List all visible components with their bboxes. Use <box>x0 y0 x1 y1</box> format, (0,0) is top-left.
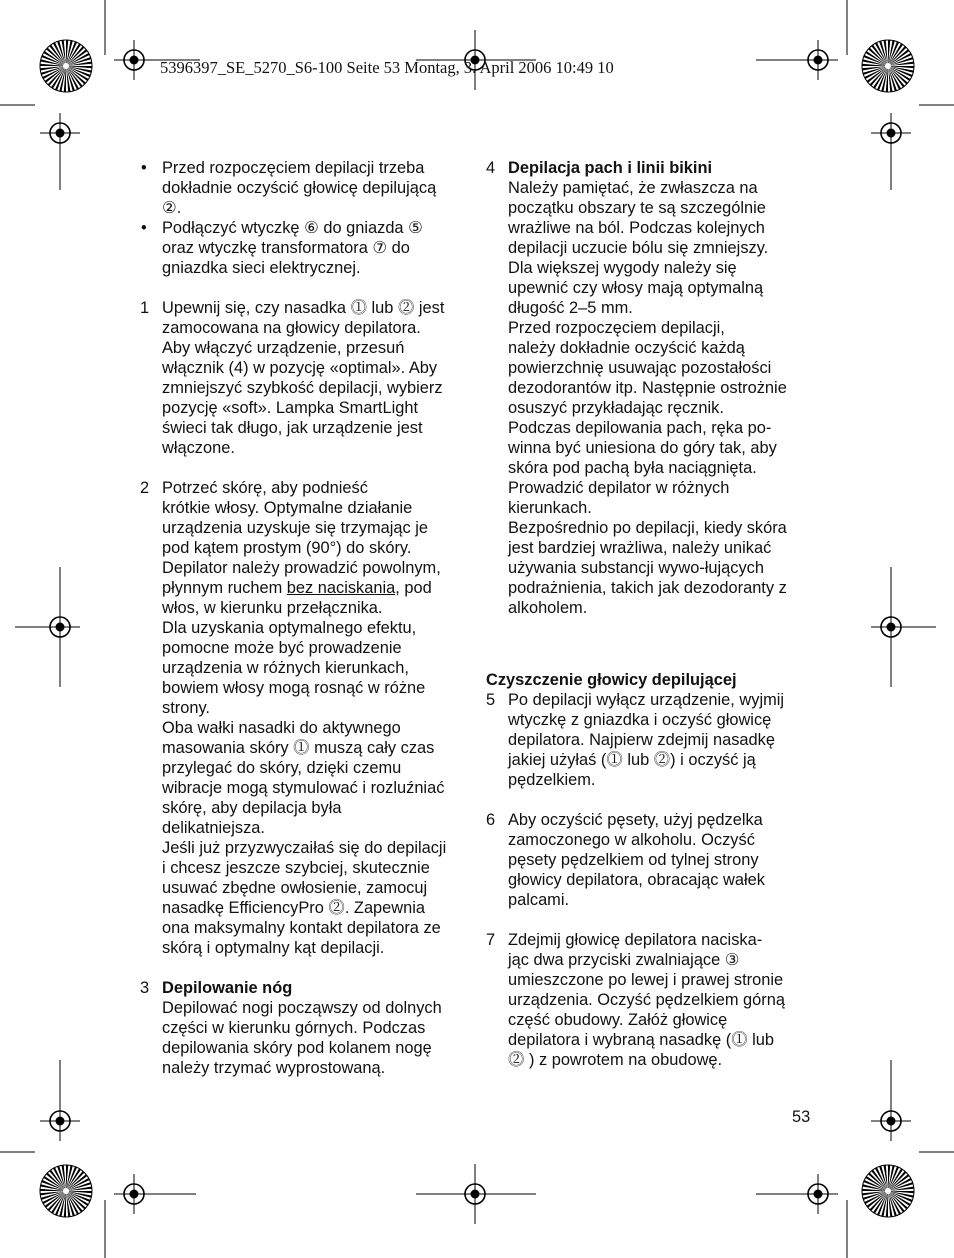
step-line: wtyczkę z gniazdka i oczyść głowicę <box>508 711 772 729</box>
step-text <box>508 690 812 790</box>
step-line: używania substancji wywo-łujących <box>508 559 764 577</box>
step-number: 4 <box>486 159 496 177</box>
step-line: jąc dwa przyciski zwalniające ③ <box>508 951 740 969</box>
step-line: pęsety pędzelkiem od tylnej strony <box>508 851 759 869</box>
bullet-line: dokładnie oczyścić głowicę depilującą <box>162 179 437 197</box>
step-line: urządzenia w różnych kierunkach, <box>162 659 409 677</box>
step-number: 1 <box>140 299 150 317</box>
bullet-line: oraz wtyczkę transformatora ⑦ do <box>162 239 410 257</box>
step-line: pędzelkiem. <box>508 771 596 789</box>
step-line: pomocne może być prowadzenie <box>162 639 402 657</box>
step-line: skóra pod pachą była naciągnięta. <box>508 459 757 477</box>
bullet-item <box>140 158 466 218</box>
step-line: ⓶ ) z powrotem na obudowę. <box>508 1051 723 1069</box>
right-column <box>486 158 812 1070</box>
step-line: Przed rozpoczęciem depilacji, <box>508 319 725 337</box>
step-line: depilowania skóry pod kolanem nogę <box>162 1039 432 1057</box>
step-line: podrażnienia, takich jak dezodoranty z <box>508 579 787 597</box>
step-line: i chcesz jeszcze szybciej, skutecznie <box>162 859 430 877</box>
step-heading: Depilacja pach i linii bikini <box>508 159 713 177</box>
step-text <box>162 298 466 458</box>
step-line: Aby włączyć urządzenie, przesuń <box>162 339 405 357</box>
step-line: pod kątem prostym (90°) do skóry. <box>162 539 412 557</box>
step-line: Depilować nogi począwszy od dolnych <box>162 999 442 1017</box>
step-1 <box>140 298 466 458</box>
step-line: umieszczone po lewej i prawej stronie <box>508 971 784 989</box>
step-line: Podczas depilowania pach, ręka po- <box>508 419 772 437</box>
step-line: początku obszary te są szczególnie <box>508 199 766 217</box>
step-line: Dla większej wygody należy się <box>508 259 737 277</box>
step-line: urządzenia. Oczyść pędzelkiem górną <box>508 991 785 1009</box>
step-line: bowiem włosy mogą rosnąć w różne <box>162 679 426 697</box>
step-line: Zdejmij głowicę depilatora naciska- <box>508 931 763 949</box>
step-line: delikatniejsza. <box>162 819 265 837</box>
step-line: należy trzymać wyprostowaną. <box>162 1059 386 1077</box>
step-line: jest bardziej wrażliwa, należy unikać <box>508 539 772 557</box>
step-line: wrażliwe na ból. Podczas kolejnych <box>508 219 765 237</box>
text-span: , pod <box>395 579 432 597</box>
step-line: Prowadzić depilator w różnych <box>508 479 730 497</box>
step-line: Dla uzyskania optymalnego efektu, <box>162 619 417 637</box>
starburst-mark <box>862 1165 914 1217</box>
step-heading: Depilowanie nóg <box>162 979 293 997</box>
bullet-line: Przed rozpoczęciem depilacji trzeba <box>162 159 425 177</box>
step-line: zamocowana na głowicy depilatora. <box>162 319 421 337</box>
step-4 <box>486 158 812 618</box>
step-line: masowania skóry ⓵ muszą cały czas <box>162 739 435 757</box>
step-number: 5 <box>486 691 496 709</box>
bullet-item <box>140 218 466 278</box>
step-line: należy dokładnie oczyścić każdą <box>508 339 745 357</box>
print-slug-header: 5396397_SE_5270_S6-100 Seite 53 Montag, 3. April 2006 10:49 10 <box>160 58 614 77</box>
step-line: Potrzeć skórę, aby podnieść <box>162 479 368 497</box>
step-line: strony. <box>162 699 210 717</box>
step-line <box>162 578 466 598</box>
step-line: włącznik (4) w pozycję «optimal». Aby <box>162 359 438 377</box>
step-line: część obudowy. Załóż głowicę <box>508 1011 728 1029</box>
step-number: 6 <box>486 811 496 829</box>
step-2 <box>140 478 466 958</box>
step-line: skórę, aby depilacja była <box>162 799 342 817</box>
underlined-emphasis: bez naciskania <box>286 579 396 597</box>
starburst-mark <box>40 40 92 92</box>
step-line: krótkie włosy. Optymalne działanie <box>162 499 413 517</box>
step-text <box>508 178 812 618</box>
step-line: włos, w kierunku przełącznika. <box>162 599 383 617</box>
step-line: depilacji uczucie bólu się zmniejszy. <box>508 239 769 257</box>
step-line: Depilator należy prowadzić powolnym, <box>162 559 441 577</box>
step-line: Upewnij się, czy nasadka ⓵ lub ⓶ jest <box>162 299 445 317</box>
bullet-marker: • <box>141 159 147 177</box>
step-3 <box>140 978 466 1078</box>
starburst-mark <box>862 40 914 92</box>
step-line: pozycję «soft». Lampka SmartLight <box>162 399 419 417</box>
step-text <box>508 930 812 1070</box>
bullet-line: gniazdka sieci elektrycznej. <box>162 259 361 277</box>
step-line: przylegać do skóry, dzięki czemu <box>162 759 402 777</box>
step-line: winna być uniesiona do góry tak, aby <box>508 439 777 457</box>
text-span: płynnym ruchem <box>162 579 287 597</box>
section-heading: Czyszczenie głowicy depilującej <box>486 671 737 689</box>
step-line: wibracje mogą stymulować i rozluźniać <box>162 779 445 797</box>
step-line: części w kierunku górnych. Podczas <box>162 1019 426 1037</box>
step-line: usuwać zbędne owłosienie, zamocuj <box>162 879 428 897</box>
step-6 <box>486 810 812 910</box>
step-number: 2 <box>140 479 150 497</box>
step-number: 7 <box>486 931 496 949</box>
step-text <box>162 998 466 1078</box>
step-line: Oba wałki nasadki do aktywnego <box>162 719 401 737</box>
step-text <box>162 598 466 958</box>
step-line: zamoczonego w alkoholu. Oczyść <box>508 831 755 849</box>
starburst-mark <box>40 1165 92 1217</box>
step-5 <box>486 690 812 790</box>
step-line: jakiej użyłaś (⓵ lub ⓶) i oczyść ją <box>508 751 756 769</box>
step-line: depilatora. Najpierw zdejmij nasadkę <box>508 731 775 749</box>
step-line: Bezpośrednio po depilacji, kiedy skóra <box>508 519 787 537</box>
step-text <box>162 478 466 578</box>
step-line: Po depilacji wyłącz urządzenie, wyjmij <box>508 691 785 709</box>
step-line: nasadkę EfficiencyPro ⓶. Zapewnia <box>162 899 425 917</box>
step-line: świeci tak długo, jak urządzenie jest <box>162 419 423 437</box>
step-line: dezodorantów itp. Następnie ostrożnie <box>508 379 787 397</box>
step-line: zmniejszyć szybkość depilacji, wybierz <box>162 379 443 397</box>
step-line: depilatora i wybraną nasadkę (⓵ lub <box>508 1031 775 1049</box>
step-line: Aby oczyścić pęsety, użyj pędzelka <box>508 811 763 829</box>
step-line: palcami. <box>508 891 570 909</box>
step-line: osuszyć przykładając ręcznik. <box>508 399 724 417</box>
step-line: powierzchnię usuwając pozostałości <box>508 359 772 377</box>
page-number: 53 <box>792 1108 811 1126</box>
step-text <box>508 810 812 910</box>
step-line: Jeśli już przyzwyczaiłaś się do depilacji <box>162 839 447 857</box>
step-line: skórą i optymalny kąt depilacji. <box>162 939 385 957</box>
step-line: alkoholem. <box>508 599 588 617</box>
step-line: długość 2–5 mm. <box>508 299 633 317</box>
step-number: 3 <box>140 979 150 997</box>
step-line: ona maksymalny kontakt depilatora ze <box>162 919 441 937</box>
bullet-line: Podłączyć wtyczkę ⑥ do gniazda ⑤ <box>162 219 423 237</box>
step-line: urządzenia uzyskuje się trzymając je <box>162 519 429 537</box>
step-line: włączone. <box>162 439 235 457</box>
bullet-marker: • <box>141 219 147 237</box>
step-line: Należy pamiętać, że zwłaszcza na <box>508 179 758 197</box>
bullet-line: ②. <box>162 199 182 217</box>
left-column <box>140 158 466 1078</box>
step-line: kierunkach. <box>508 499 592 517</box>
step-line: głowicy depilatora, obracając wałek <box>508 871 765 889</box>
step-line: upewnić czy włosy mają optymalną <box>508 279 764 297</box>
step-7 <box>486 930 812 1070</box>
